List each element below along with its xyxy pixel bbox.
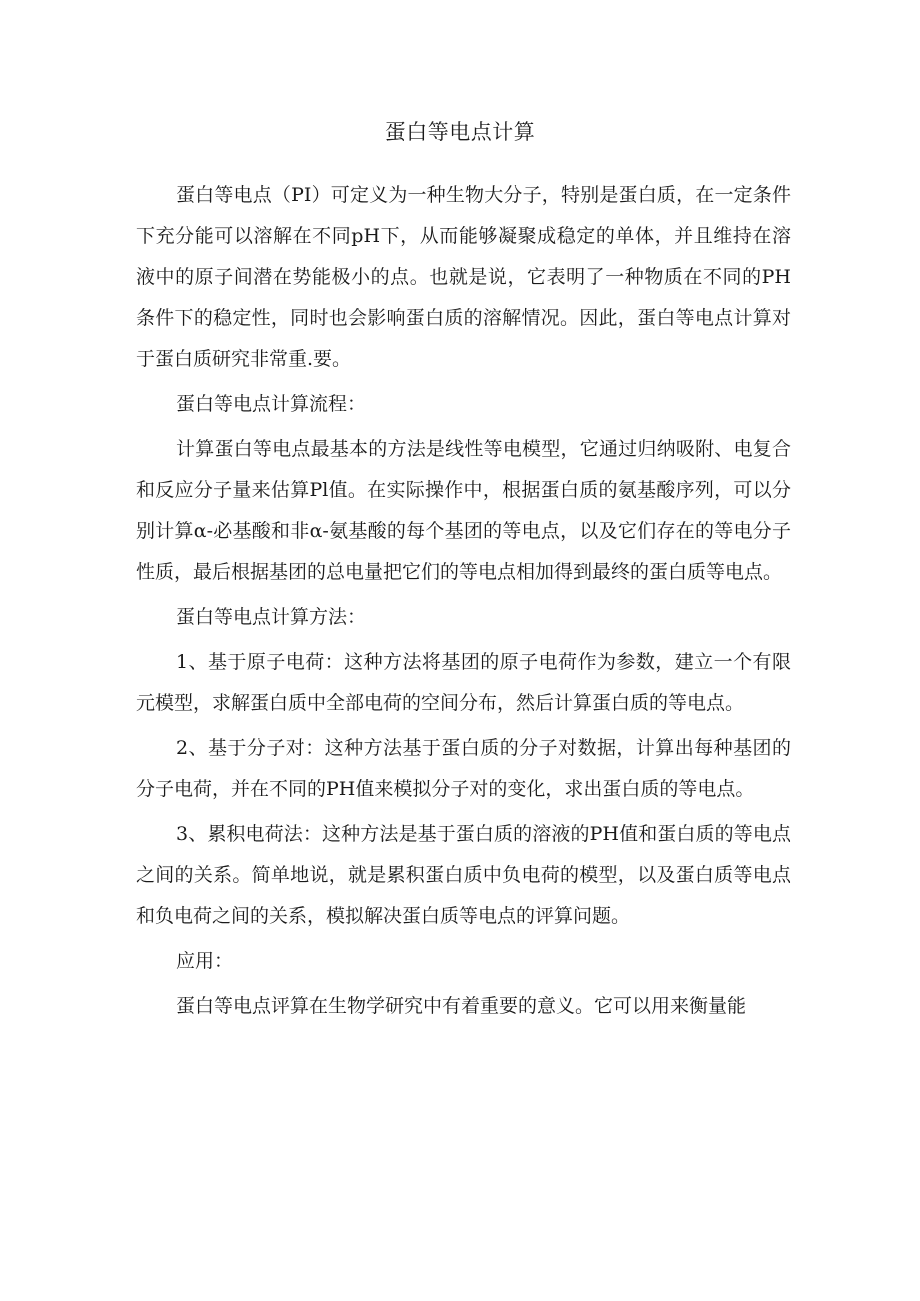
document-body	[136, 175, 791, 1031]
section-heading-methods: 蛋白等电点计算方法：	[176, 606, 367, 628]
document-title: 蛋白等电点计算	[384, 120, 536, 144]
paragraph-process: 计算蛋白等电点最基本的方法是线性等电模型，它通过归纳吸附、电复合和反应分子量来估算Pl值。在实际操作中，根据蛋白质的氨基酸序列，可以分别计算α-必基酸和非α-氨基酸的每个基团的等电点，以及它们存在的等电分子性质，最后根据基团的总电量把它们的等电点相加得到最终的蛋白质等电点。	[136, 438, 791, 583]
paragraph-method-2: 2、基于分子对：这种方法基于蛋白质的分子对数据，计算出每种基团的分子电荷，并在不同的PH值来模拟分子对的变化，求出蛋白质的等电点。	[136, 737, 791, 800]
paragraph-method-1: 1、基于原子电荷：这种方法将基团的原子电荷作为参数，建立一个有限元模型，求解蛋白质中全部电荷的空间分布，然后计算蛋白质的等电点。	[136, 651, 791, 714]
paragraph-method-3: 3、累积电荷法：这种方法是基于蛋白质的溶液的PH值和蛋白质的等电点之间的关系。简单地说，就是累积蛋白质中负电荷的模型，以及蛋白质等电点和负电荷之间的关系，模拟解决蛋白质等电点的评算问题。	[136, 823, 791, 927]
paragraph-application: 蛋白等电点评算在生物学研究中有着重要的意义。它可以用来衡量能	[176, 995, 747, 1017]
section-heading-process: 蛋白等电点计算流程：	[176, 393, 367, 415]
section-heading-application: 应用：	[176, 950, 234, 972]
paragraph-intro: 蛋白等电点（PI）可定义为一种生物大分子，特别是蛋白质，在一定条件下充分能可以溶解在不同pH下，从而能够凝聚成稳定的单体，并且维持在溶液中的原子间潜在势能极小的点。也就是说，它表明了一种物质在不同的PH条件下的稳定性，同时也会影响蛋白质的溶解情况。因此，蛋白等电点计算对于蛋白质研究非常重.要。	[136, 184, 791, 370]
